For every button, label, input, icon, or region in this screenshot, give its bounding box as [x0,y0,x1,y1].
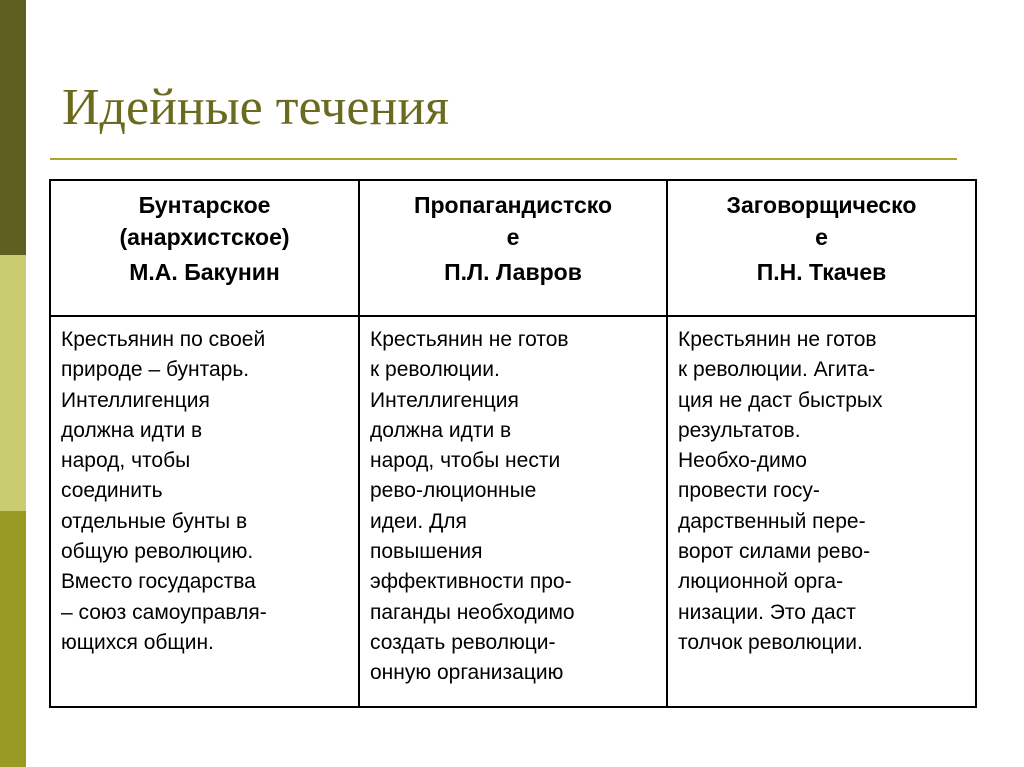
body-line: должна идти в [61,418,203,442]
body-line: идеи. Для [370,509,467,533]
ideological-currents-table [49,179,977,708]
body-line: природе – бунтарь. [61,358,250,382]
body-line: соединить [61,479,163,503]
body-line: рево-люционные [370,479,537,503]
body-line: Крестьянин не готов [678,328,877,351]
body-line: отдельные бунты в [61,509,248,533]
body-line: результатов. [678,418,801,442]
body-line: провести госу- [678,479,820,503]
body-line: – союз самоуправля- [61,600,267,624]
body-line: Крестьянин по своей [61,328,266,351]
current-name: Пропагандистско е [413,192,613,250]
body-line: Интеллигенция [61,388,210,412]
accent-bar-segment-olive [0,511,26,767]
header-cell-propagandist [359,180,667,316]
body-line: ющихся общин. [61,630,214,654]
body-line: дарственный пере- [678,509,866,533]
body-line: паганды необходимо [370,600,575,624]
table-body-row [50,316,976,707]
body-line: онную организацию [370,661,564,685]
current-author: П.Н. Ткачев [756,259,887,285]
body-line: Крестьянин не готов [370,328,569,351]
body-line: ция не даст быстрых [678,388,883,412]
accent-bar-segment-light [0,255,26,511]
accent-bar-segment-dark [0,0,26,255]
body-cell-rebellious [50,316,359,707]
body-cell-conspiratorial [667,316,976,707]
body-line: народ, чтобы нести [370,449,561,473]
body-line: Вместо государства [61,570,256,594]
body-line: низации. Это даст [678,600,856,624]
body-cell-propagandist [359,316,667,707]
title-underline [50,158,957,160]
current-author: М.А. Бакунин [129,259,280,285]
current-author: П.Л. Лавров [444,259,582,285]
current-name: Бунтарское (анархистское) [119,192,290,250]
body-line: народ, чтобы [61,449,191,473]
body-line: эффективности про- [370,570,572,594]
body-line: ворот силами рево- [678,540,871,564]
table-header-row [50,180,976,316]
body-line: создать революци- [370,630,556,654]
header-cell-rebellious [50,180,359,316]
body-line: к революции. [370,358,500,382]
side-accent-bar [0,0,26,767]
slide-title: Идейные течения [62,79,450,136]
body-line: должна идти в [370,418,512,442]
body-line: к революции. Агита- [678,358,876,382]
header-cell-conspiratorial [667,180,976,316]
body-line: повышения [370,540,483,564]
body-line: Необхо-димо [678,449,807,473]
body-line: Интеллигенция [370,388,519,412]
body-line: толчок революции. [678,630,863,654]
current-name: Заговорщическо е [726,192,917,250]
body-line: люционной орга- [678,570,844,594]
body-line: общую революцию. [61,540,254,564]
